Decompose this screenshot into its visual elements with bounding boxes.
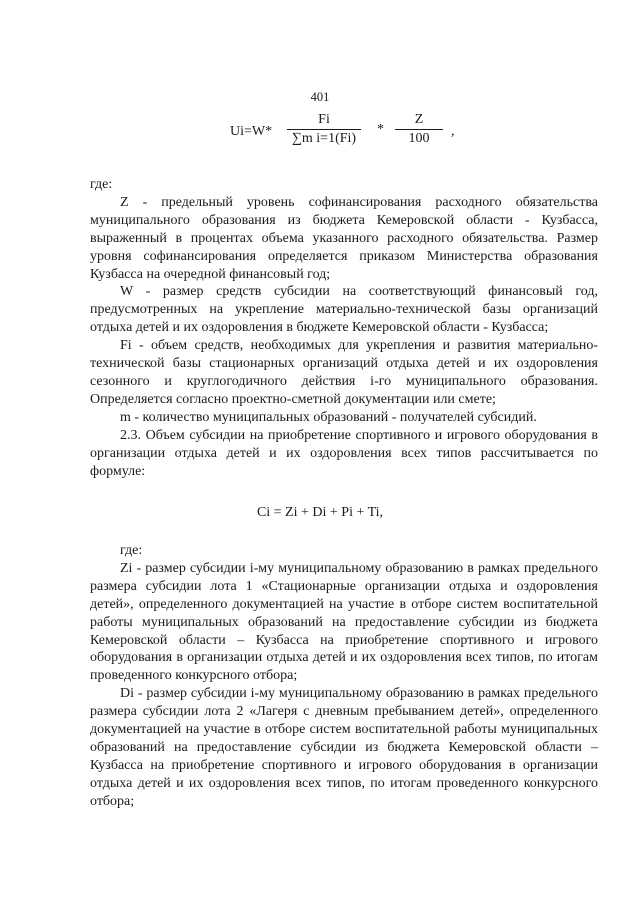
- fraction-numerator: Z: [414, 112, 424, 127]
- formula-comma: ,: [451, 124, 455, 139]
- definition-w: W - размер средств субсидии на соответствующий финансовый год, предусмотренных на укрепление материально-технической базы организаций отдыха детей и их оздоровления в бюджете Кемеровской области - Кузбасса;: [90, 284, 598, 336]
- formula-ci: Ci = Zi + Di + Pi + Ti,: [256, 505, 384, 520]
- section-2-3-paragraph: 2.3. Объем субсидии на приобретение спортивного и игрового оборудования в организации отдыха детей и их оздоровления всех типов рассчитывается по формуле:: [90, 427, 598, 479]
- definition-z: Z - предельный уровень софинансирования расходного обязательства муниципального образования из бюджета Кемеровской области - Кузбасса, выраженный в процентах объема указанного расходного обязательства. Размер уровня софинансирования определяется приказом Министерства образования Кузбасса на очередной финансовый год;: [90, 194, 598, 282]
- definition-zi: Zi - размер субсидии i-му муниципальному образованию в рамках предельного размера субсидии лота 1 «Стационарные организации отдыха и оздоровления детей», определенного документацией на участие в отборе систем воспитательной работы муниципальных образований на предоставление субсидии из бюджета Кемеровской области – Кузбасса на приобретение спортивного и игрового оборудования в организации отдыха детей и их оздоровления всех типов, по итогам проведенного конкурсного отбора;: [90, 560, 598, 684]
- fraction-denominator: 100: [408, 131, 430, 146]
- formula-lhs: Ui=W*: [230, 124, 273, 139]
- definition-fi: Fi - объем средств, необходимых для укрепления и развития материально-технической базы стационарных организаций отдыха детей и их оздоровления сезонного и круглогодичного действия i-го муниципального образования. Определяется согласно проектно-сметной документации или смете;: [90, 338, 598, 407]
- where-label: где:: [120, 543, 143, 558]
- formula-ui: [230, 110, 490, 150]
- fraction-denominator: ∑m i=1(Fi): [291, 131, 357, 146]
- definition-di: Di - размер субсидии i-му муниципальному образованию в рамках предельного размера субсидии лота 2 «Лагеря с дневным пребыванием детей», определенного документацией на участие в отборе систем воспитательной работы муниципальных образований на предоставление субсидии из бюджета Кемеровской области – Кузбасса на приобретение спортивного и игрового оборудования в организации отдыха детей и их оздоровления всех типов, по итогам проведенного конкурсного отбора;: [90, 686, 598, 809]
- definitions-block-2: [90, 542, 598, 811]
- page-number: 401: [310, 90, 330, 104]
- where-label: где:: [90, 177, 113, 192]
- definitions-block-1: [90, 176, 598, 480]
- multiply-operator: *: [377, 122, 384, 137]
- fraction-numerator: Fi: [318, 112, 330, 127]
- definition-m: m - количество муниципальных образований - получателей субсидий.: [120, 409, 537, 425]
- fraction-bar: [395, 129, 443, 130]
- fraction-fi-over-sum: [287, 112, 361, 147]
- fraction-bar: [287, 129, 361, 130]
- fraction-z-over-100: [395, 112, 443, 147]
